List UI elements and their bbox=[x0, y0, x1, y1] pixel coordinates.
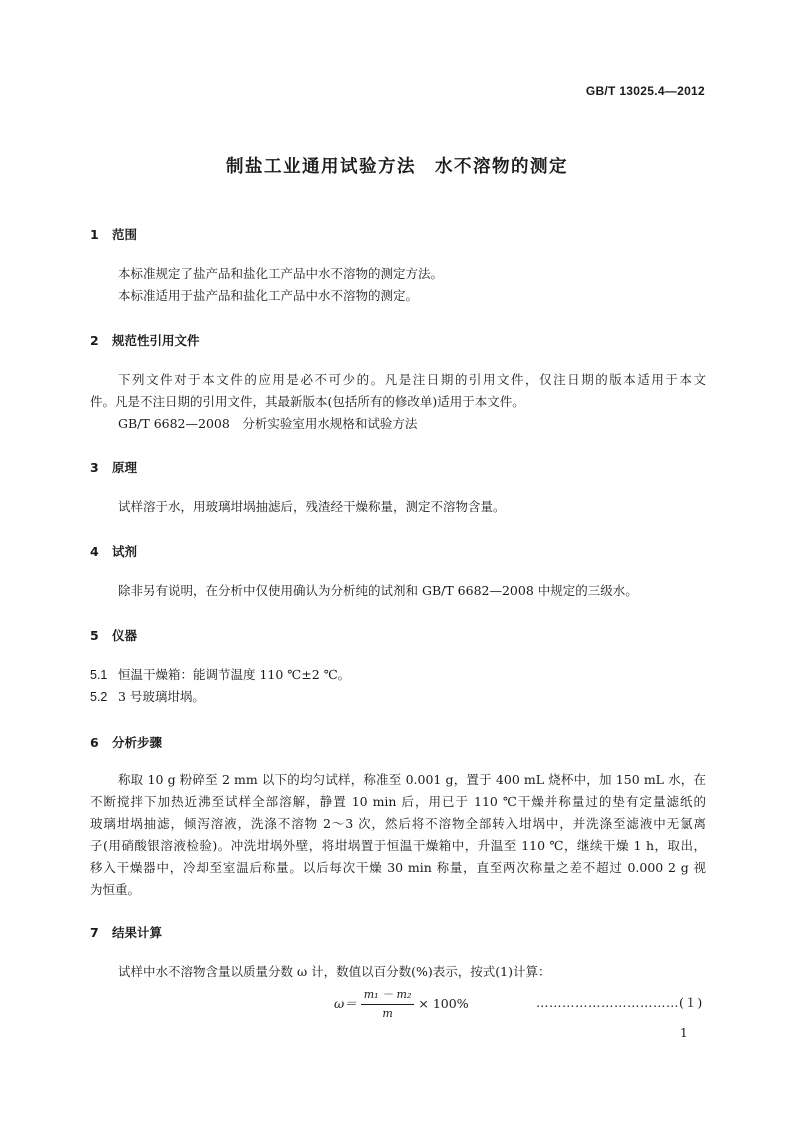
section-6-paragraph bbox=[90, 769, 706, 901]
formula-1 bbox=[334, 986, 469, 1020]
text-line: 称取 10 g 粉碎至 2 mm 以下的均匀试样，称准至 0.001 g，置于 400 mL 烧杯中，加 150 mL 水，在 bbox=[118, 772, 706, 787]
section-7-heading: 7 结果计算 bbox=[90, 925, 163, 940]
equation-number: ……………………………(１) bbox=[536, 995, 703, 1010]
section-4-heading: 4 试剂 bbox=[90, 544, 138, 559]
formula-lhs: ω＝ bbox=[334, 996, 357, 1011]
section-1-paragraph-1: 本标准规定了盐产品和盐化工产品中水不溶物的测定方法。 bbox=[118, 266, 444, 281]
section-7-paragraph: 试样中水不溶物含量以质量分数 ω 计，数值以百分数(%)表示，按式(1)计算： bbox=[118, 964, 551, 979]
section-1-paragraph-2: 本标准适用于盐产品和盐化工产品中水不溶物的测定。 bbox=[118, 288, 419, 303]
text-line: 不断搅拌下加热近沸至试样全部溶解，静置 10 min 后，用已于 110 ℃干燥并称量过的垫有定量滤纸的 bbox=[90, 794, 706, 809]
section-6-heading: 6 分析步骤 bbox=[90, 735, 163, 750]
apparatus-item-5-2: 5.2 3 号玻璃坩埚。 bbox=[90, 689, 205, 704]
text-line: 为恒重。 bbox=[90, 882, 141, 897]
normative-reference: GB/T 6682—2008 分析实验室用水规格和试验方法 bbox=[118, 416, 418, 431]
section-1-heading: 1 范围 bbox=[90, 227, 138, 242]
page-number: 1 bbox=[680, 1026, 688, 1040]
section-4-paragraph: 除非另有说明，在分析中仅使用确认为分析纯的试剂和 GB/T 6682—2008 中规定的三级水。 bbox=[118, 583, 638, 598]
section-2-paragraph bbox=[90, 369, 706, 413]
standard-number: GB/T 13025.4—2012 bbox=[585, 84, 705, 98]
text-line: 玻璃坩埚抽滤，倾泻溶液，洗涤不溶物 2～3 次，然后将不溶物全部转入坩埚中，并洗涤至滤液中无氯离 bbox=[90, 816, 706, 831]
section-3-heading: 3 原理 bbox=[90, 460, 138, 475]
section-5-heading: 5 仪器 bbox=[90, 628, 138, 643]
formula-denominator: m bbox=[382, 1007, 393, 1020]
text-line: 件。凡是不注日期的引用文件，其最新版本(包括所有的修改单)适用于本文件。 bbox=[90, 394, 525, 409]
formula-fraction bbox=[361, 986, 415, 1020]
text-line: 下列文件对于本文件的应用是必不可少的。凡是注日期的引用文件，仅注日期的版本适用于本文 bbox=[118, 372, 706, 387]
text-line: 子(用硝酸银溶液检验)。冲洗坩埚外壁，将坩埚置于恒温干燥箱中，升温至 110 ℃，继续干燥 1 h，取出， bbox=[90, 838, 706, 853]
apparatus-item-5-1: 5.1 恒温干燥箱：能调节温度 110 ℃±2 ℃。 bbox=[90, 667, 351, 682]
formula-rhs: × 100% bbox=[418, 995, 469, 1011]
section-2-heading: 2 规范性引用文件 bbox=[90, 333, 200, 348]
section-3-paragraph: 试样溶于水，用玻璃坩埚抽滤后，残渣经干燥称量，测定不溶物含量。 bbox=[118, 499, 506, 514]
formula-numerator: m₁ － m₂ bbox=[361, 986, 415, 1005]
document-title: 制盐工业通用试验方法 水不溶物的测定 bbox=[226, 157, 568, 177]
text-line: 移入干燥器中，冷却至室温后称量。以后每次干燥 30 min 称量，直至两次称量之差不超过 0.000 2 g 视 bbox=[90, 860, 706, 875]
